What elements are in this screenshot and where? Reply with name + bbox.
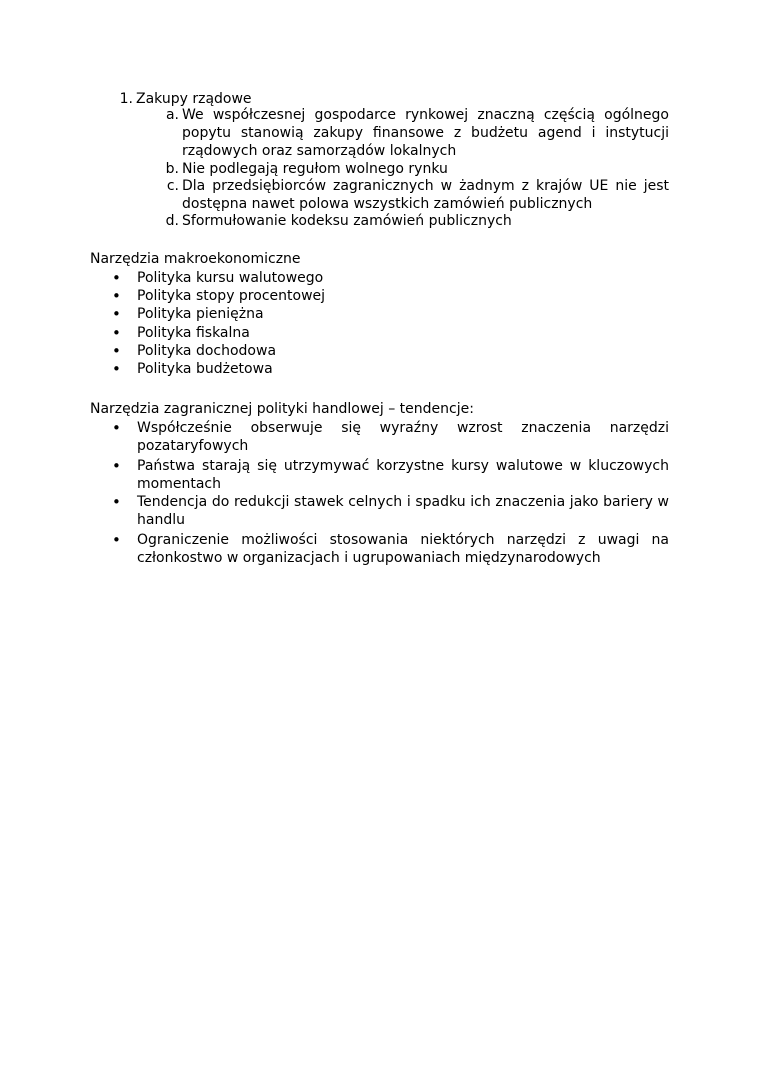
bullet-marker: • (112, 457, 121, 475)
sub-item-text: We współczesnej gospodarce rynkowej znaczną częścią ogólnego popytu stanowią zakupy finansowe z budżetu agend i instytucji rządowych oraz samorządów lokalnych (182, 107, 669, 159)
bullet-marker: • (112, 324, 121, 342)
bullet-marker: • (112, 419, 121, 437)
bullet-marker: • (112, 360, 121, 378)
heading-narzedzia-makro: Narzędzia makroekonomiczne (90, 251, 301, 267)
list-number: 1. (119, 91, 133, 107)
bullet-marker: • (112, 305, 121, 323)
list-item: Współcześnie obserwuje się wyraźny wzrost znaczenia narzędzi pozataryfowych (137, 420, 669, 454)
heading-narzedzia-handlowe: Narzędzia zagranicznej polityki handlowej – tendencje: (90, 401, 474, 417)
list-item: Polityka pieniężna (137, 306, 264, 322)
bullet-marker: • (112, 287, 121, 305)
list-item: Polityka budżetowa (137, 361, 273, 377)
sub-item-text: Sformułowanie kodeksu zamówień publicznych (182, 213, 512, 229)
list-item: Polityka dochodowa (137, 343, 277, 359)
list-item: Polityka kursu walutowego (137, 270, 324, 286)
list-item: Polityka stopy procentowej (137, 288, 326, 304)
list-item: Tendencja do redukcji stawek celnych i spadku ich znaczenia jako bariery w handlu (137, 494, 669, 528)
list-item: Państwa starają się utrzymywać korzystne kursy walutowe w kluczowych momentach (137, 458, 669, 492)
bullet-marker: • (112, 269, 121, 287)
sub-item-text: Nie podlegają regułom wolnego rynku (182, 161, 448, 177)
bullet-marker: • (112, 342, 121, 360)
section-title-zakupy: Zakupy rządowe (136, 91, 252, 107)
bullet-marker: • (112, 531, 121, 549)
list-item: Ograniczenie możliwości stosowania niektórych narzędzi z uwagi na członkostwo w organizacjach i ugrupowaniach międzynarodowych (137, 532, 669, 566)
sub-item-marker: a. (165, 107, 179, 123)
list-item: Polityka fiskalna (137, 325, 250, 341)
sub-item-marker: d. (165, 213, 179, 229)
sub-item-marker: b. (165, 161, 179, 177)
sub-item-text: Dla przedsiębiorców zagranicznych w żadnym z krajów UE nie jest dostępna nawet polowa wszystkich zamówień publicznych (182, 178, 669, 212)
bullet-marker: • (112, 493, 121, 511)
sub-item-marker: c. (166, 178, 179, 194)
